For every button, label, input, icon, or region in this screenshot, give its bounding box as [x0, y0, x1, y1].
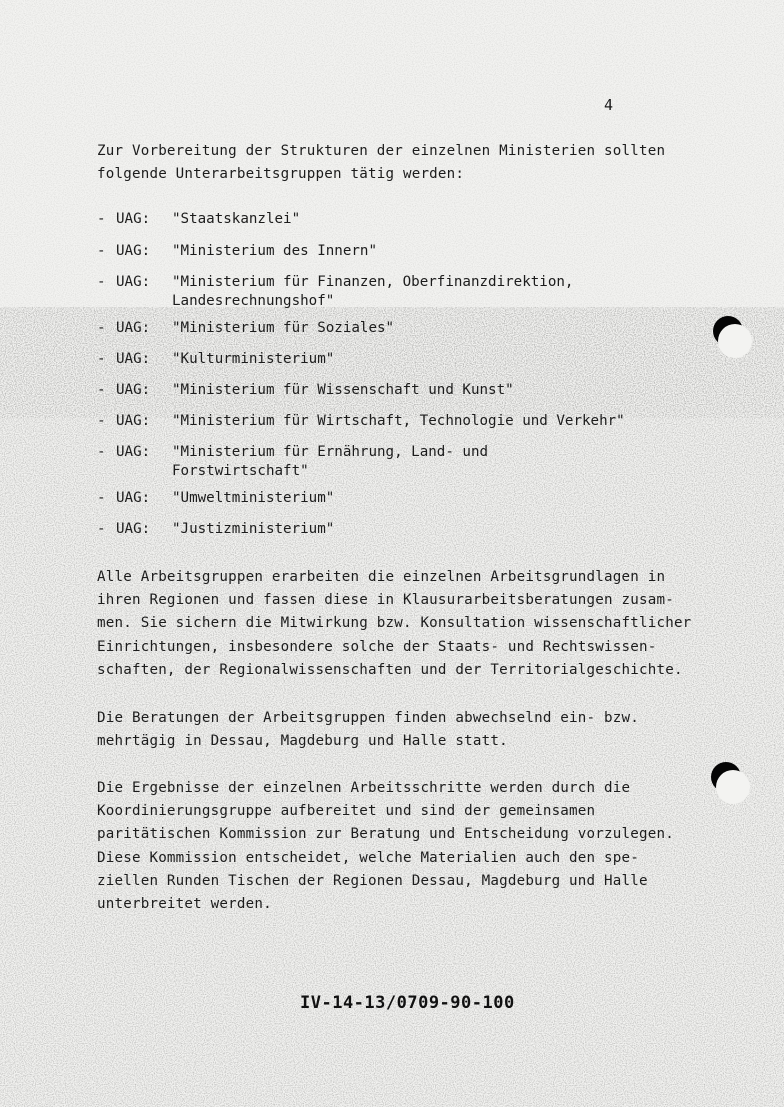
list-tag: UAG:: [116, 444, 151, 460]
list-tag: UAG:: [116, 382, 151, 398]
list-tag: UAG:: [116, 211, 151, 227]
list-dash: -: [97, 382, 106, 398]
list-text: "Justizministerium": [172, 521, 335, 537]
paragraph-ergebnisse: Die Ergebnisse der einzelnen Arbeitsschritte werden durch die Koordinierungsgruppe aufbereitet und sind der gemeinsamen paritätischen Kommission zur Beratung und Entscheidung vorzulegen. Diese Kommission entscheidet, welche Materialien auch den spe- ziellen Runden Tischen der Regionen Dessau, Magdeburg und Halle unterbreitet werden.: [97, 780, 674, 913]
list-text: "Ministerium des Innern": [172, 243, 377, 259]
list-text: "Ministerium für Ernährung, Land- und Forstwirtschaft": [172, 444, 489, 479]
list-tag: UAG:: [116, 274, 151, 290]
list-text: "Staatskanzlei": [172, 211, 301, 227]
list-text: "Ministerium für Soziales": [172, 320, 395, 336]
list-dash: -: [97, 521, 106, 537]
list-text: "Umweltministerium": [172, 490, 335, 506]
list-dash: -: [97, 444, 106, 460]
list-text: "Ministerium für Wissenschaft und Kunst": [172, 382, 514, 398]
list-text: "Ministerium für Wirtschaft, Technologie und Verkehr": [172, 413, 625, 429]
list-dash: -: [97, 274, 106, 290]
list-dash: -: [97, 211, 106, 227]
list-tag: UAG:: [116, 351, 151, 367]
archive-code: IV-14-13/0709-90-100: [300, 993, 515, 1013]
list-text: "Kulturministerium": [172, 351, 335, 367]
list-dash: -: [97, 320, 106, 336]
list-dash: -: [97, 243, 106, 259]
list-dash: -: [97, 413, 106, 429]
list-dash: -: [97, 490, 106, 506]
list-tag: UAG:: [116, 521, 151, 537]
list-tag: UAG:: [116, 490, 151, 506]
list-tag: UAG:: [116, 243, 151, 259]
paragraph-beratungen: Die Beratungen der Arbeitsgruppen finden abwechselnd ein- bzw. mehrtägig in Dessau, Magdeburg und Halle statt.: [97, 710, 639, 750]
list-tag: UAG:: [116, 413, 151, 429]
list-tag: UAG:: [116, 320, 151, 336]
punch-hole-mark: [711, 762, 741, 792]
intro-paragraph: Zur Vorbereitung der Strukturen der einzelnen Ministerien sollten folgende Unterarbeitsgruppen tätig werden:: [97, 143, 666, 183]
punch-hole-mark: [713, 316, 743, 346]
list-text: "Ministerium für Finanzen, Oberfinanzdirektion, Landesrechnungshof": [172, 274, 574, 309]
page-number: 4: [604, 96, 614, 114]
paragraph-arbeitsgruppen: Alle Arbeitsgruppen erarbeiten die einzelnen Arbeitsgrundlagen in ihren Regionen und fassen diese in Klausurarbeitsberatungen zusam- men. Sie sichern die Mitwirkung bzw. Konsultation wissenschaftlicher Einrichtungen, insbesondere solche der Staats- und Rechtswissen- schaften, der Regionalwissenschaften und der Territorialgeschichte.: [97, 569, 692, 678]
list-dash: -: [97, 351, 106, 367]
